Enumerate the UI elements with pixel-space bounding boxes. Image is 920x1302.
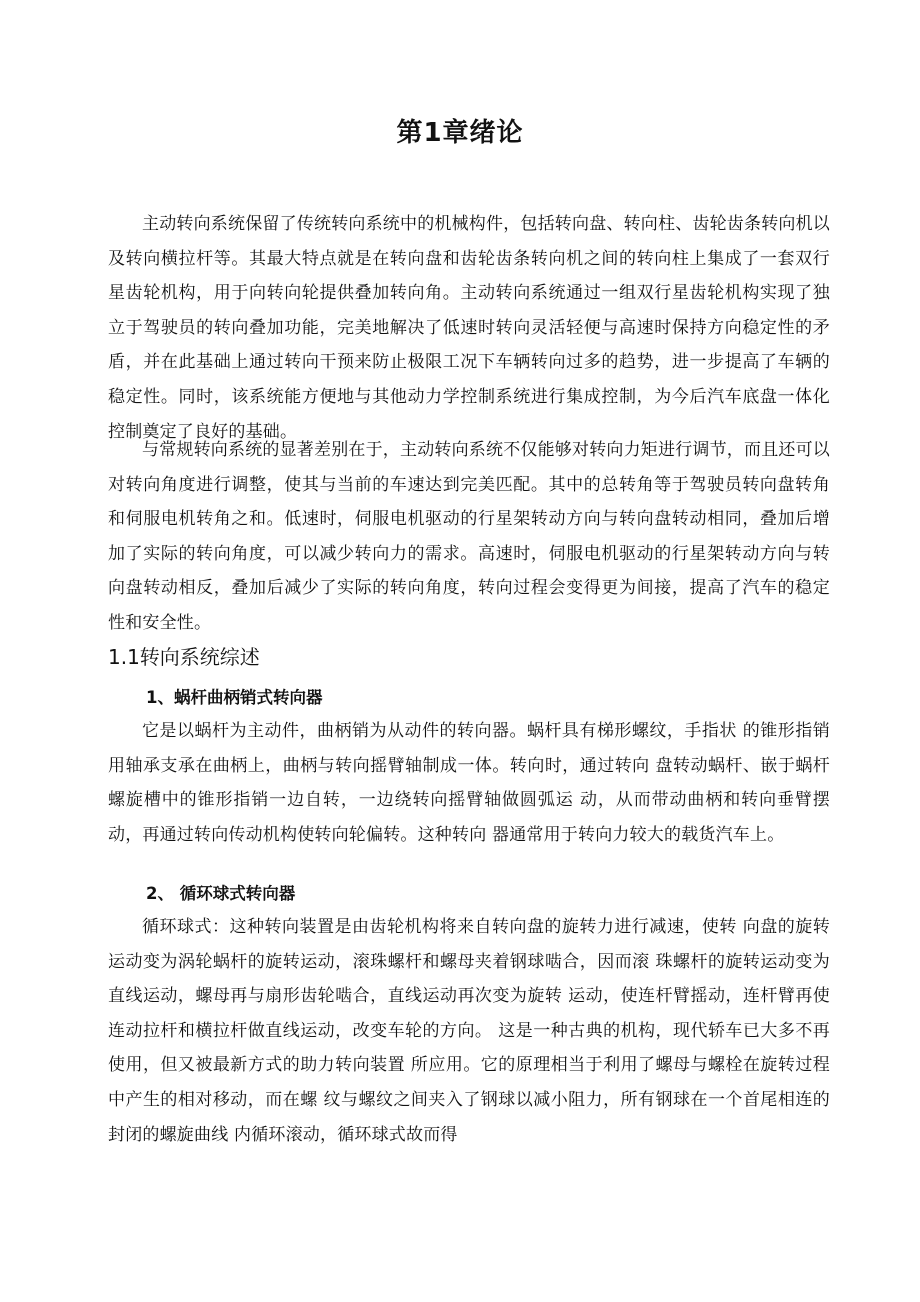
intro-paragraph-1: 主动转向系统保留了传统转向系统中的机械构件，包括转向盘、转向柱、齿轮齿条转向机以及转向横拉杆等。其最大特点就是在转向盘和齿轮齿条转向机之间的转向柱上集成了一套双行星齿轮机构，用于向转向轮提供叠加转向角。主动转向系统通过一组双行星齿轮机构实现了独立于驾驶员的转向叠加功能，完美地解决了低速时转向灵活轻便与高速时保持方向稳定性的矛盾，并在此基础上通过转向干预来防止极限工况下车辆转向过多的趋势，进一步提高了车辆的稳定性。同时，该系统能方便地与其他动力学控制系统进行集成控制，为今后汽车底盘一体化控制奠定了良好的基础。 xyxy=(108,214,830,442)
recirculating-ball-paragraph: 循环球式：这种转向装置是由齿轮机构将来自转向盘的旋转力进行减速，使转 向盘的旋转运动变为涡轮蜗杆的旋转运动，滚珠螺杆和螺母夹着钢球啮合，因而滚 珠螺杆的旋转运动变为直线运动，螺母再与扇形齿轮啮合，直线运动再次变为旋转 运动，使连杆臂摇动，连杆臂再使连动拉杆和横拉杆做直线运动，改变车轮的方向。 这是一种古典的机构，现代轿车已大多不再使用，但又被最新方式的助力转向装置 所应用。它的原理相当于利用了螺母与螺栓在旋转过程中产生的相对移动，而在螺 纹与螺纹之间夹入了钢球以减小阻力，所有钢球在一个首尾相连的封闭的螺旋曲线 内循环滚动，循环球式故而得 xyxy=(108,917,830,1145)
sub-heading-recirculating-ball: 2、 循环球式转向器 xyxy=(146,884,296,903)
sub-heading-worm-crank-pin: 1、蜗杆曲柄销式转向器 xyxy=(146,688,323,707)
worm-crank-pin-paragraph: 它是以蜗杆为主动件，曲柄销为从动件的转向器。蜗杆具有梯形螺纹，手指状 的锥形指销用轴承支承在曲柄上，曲柄与转向摇臂轴制成一体。转向时，通过转向 盘转动蜗杆、嵌于蜗杆螺旋槽中的锥形指销一边自转，一边绕转向摇臂轴做圆弧运 动，从而带动曲柄和转向垂臂摆动，再通过转向传动机构使转向轮偏转。这种转向 器通常用于转向力较大的载货汽车上。 xyxy=(108,721,830,845)
chapter-title: 第1章绪论 xyxy=(396,118,524,148)
intro-paragraph-2: 与常规转向系统的显著差别在于，主动转向系统不仅能够对转向力矩进行调节，而且还可以对转向角度进行调整，使其与当前的车速达到完美匹配。其中的总转角等于驾驶员转向盘转角和伺服电机转角之和。低速时，伺服电机驱动的行星架转动方向与转向盘转动相同，叠加后增加了实际的转向角度，可以减少转向力的需求。高速时，伺服电机驱动的行星架转动方向与转向盘转动相反，叠加后减少了实际的转向角度，转向过程会变得更为间接，提高了汽车的稳定性和安全性。 xyxy=(108,440,830,633)
section-heading-1-1: 1.1转向系统综述 xyxy=(108,645,260,669)
